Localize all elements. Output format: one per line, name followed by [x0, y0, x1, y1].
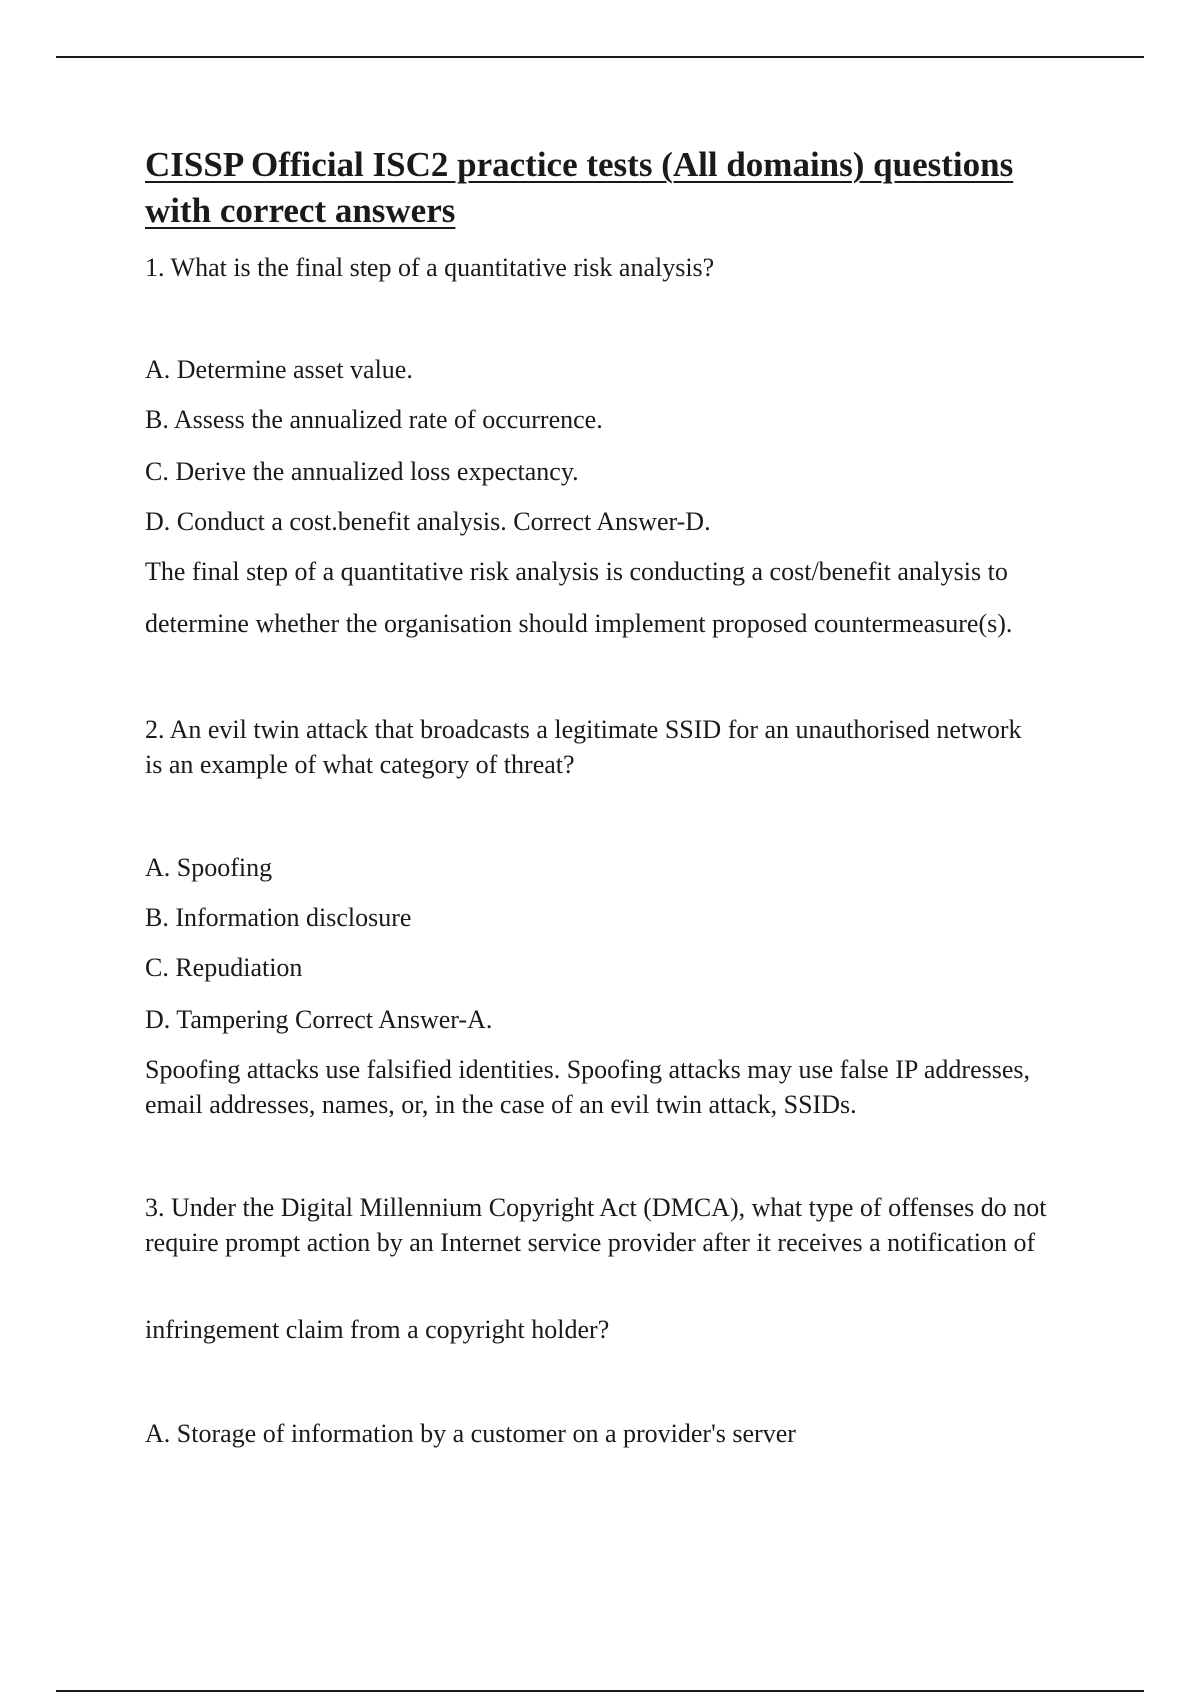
question-2-option-a: A. Spoofing: [145, 853, 273, 882]
question-2-option-d: D. Tampering Correct Answer-A.: [145, 1005, 493, 1034]
question-1-option-d: D. Conduct a cost.benefit analysis. Correct Answer-D.: [145, 507, 711, 536]
question-3-text-continued: infringement claim from a copyright holder?: [145, 1315, 610, 1344]
question-2-text: 2. An evil twin attack that broadcasts a legitimate SSID for an unauthorised network is an example of what category of threat?: [145, 715, 1022, 779]
question-1-text: 1. What is the final step of a quantitative risk analysis?: [145, 253, 715, 282]
document-title: CISSP Official ISC2 practice tests (All domains) questions with correct answers: [145, 145, 1014, 230]
header-rule: [56, 56, 1144, 58]
question-1-option-a: A. Determine asset value.: [145, 355, 413, 384]
question-2-explanation: Spoofing attacks use falsified identities. Spoofing attacks may use false IP addresses, email addresses, names, or, in the case of an evil twin attack, SSIDs.: [145, 1055, 1031, 1119]
question-2-option-c: C. Repudiation: [145, 953, 303, 982]
question-3-text: 3. Under the Digital Millennium Copyright Act (DMCA), what type of offenses do not require prompt action by an Internet service provider after it receives a notification of: [145, 1193, 1047, 1257]
question-1-option-c: C. Derive the annualized loss expectancy.: [145, 457, 579, 486]
question-3-option-a: A. Storage of information by a customer on a provider's server: [145, 1419, 796, 1448]
question-2-option-b: B. Information disclosure: [145, 903, 412, 932]
question-1-explanation: The final step of a quantitative risk analysis is conducting a cost/benefit analysis to determine whether the organisation should implement proposed countermeasure(s).: [145, 557, 1013, 638]
footer-rule: [56, 1690, 1144, 1692]
question-1-option-b: B. Assess the annualized rate of occurrence.: [145, 405, 603, 434]
